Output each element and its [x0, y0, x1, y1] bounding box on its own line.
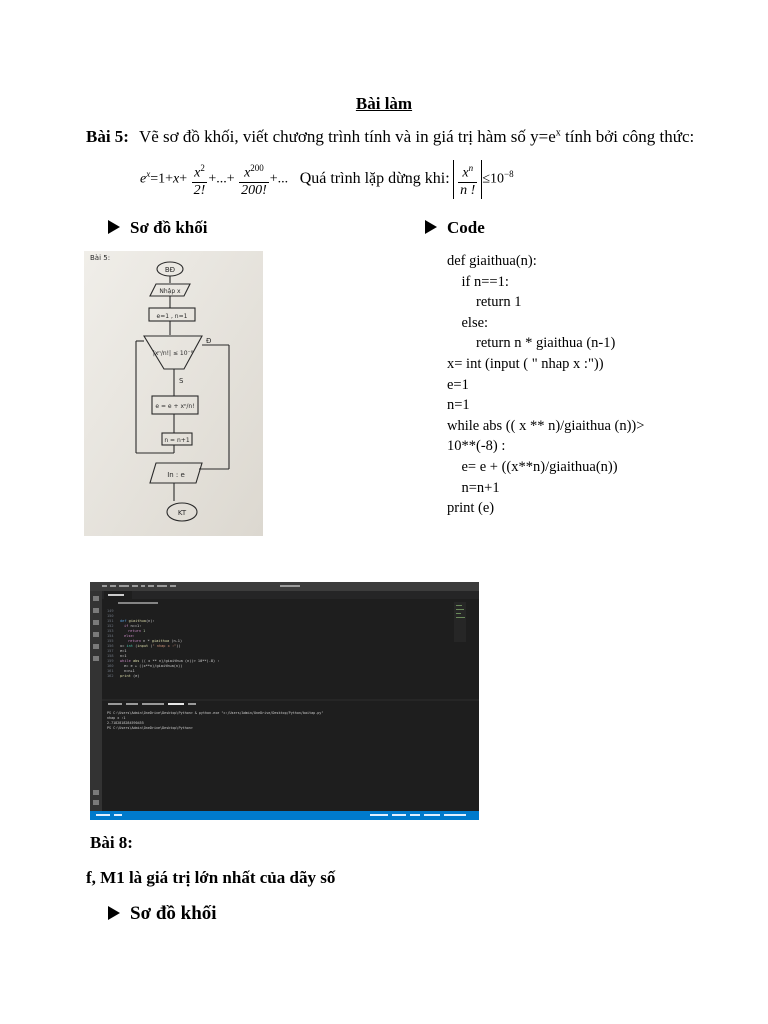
code-line: return n * giaithua (n-1): [447, 335, 616, 352]
svg-text:162: 162: [107, 674, 114, 678]
svg-text:155: 155: [107, 639, 114, 643]
formula-tail: +...: [269, 171, 289, 187]
code-line: e=1: [447, 376, 469, 393]
flowchart-drawing: [84, 251, 263, 536]
fc-init: e=1 , n=1: [156, 313, 188, 320]
bai5-statement: [86, 127, 694, 147]
fc-cond-right: Đ: [206, 337, 212, 345]
svg-text:160: 160: [107, 664, 114, 668]
svg-text:161: 161: [107, 669, 114, 673]
fraction-xn: [458, 160, 477, 199]
svg-text:nhap x :1: nhap x :1: [107, 716, 126, 720]
svg-text:2.7182818284590455: 2.7182818284590455: [107, 721, 144, 725]
arrow-bullet-icon: [425, 220, 437, 234]
formula-leq: ≤10: [482, 171, 505, 187]
formula-eq: =1+: [150, 171, 174, 187]
code-line: else:: [447, 314, 489, 331]
arrow-bullet-icon: [108, 906, 120, 920]
svg-text:152: 152: [107, 624, 114, 628]
flowchart-heading: [108, 218, 207, 238]
code-line: n=n+1: [447, 479, 500, 496]
formula-lhs-sup: x: [146, 168, 151, 179]
formula-mid: +...+: [208, 171, 235, 187]
svg-text:150: 150: [107, 614, 114, 618]
vscode-screenshot: [90, 582, 479, 820]
frac3-den: n !: [460, 182, 476, 198]
svg-text:e=1: e=1: [120, 649, 127, 653]
svg-text:PS C:\Users\Admin\OneDrive\Des: PS C:\Users\Admin\OneDrive\Desktop\Python>: [107, 726, 193, 730]
fc-page-label: Bài 5:: [90, 254, 111, 262]
svg-text:return n * giaithua (n-1): return n * giaithua (n-1): [128, 639, 183, 643]
code-line: while abs (( x ** n)/giaithua (n))>: [447, 417, 645, 434]
svg-text:return 1: return 1: [128, 629, 146, 633]
bai8-label: Bài 8:: [90, 833, 133, 852]
tab-bar: [102, 591, 479, 599]
fc-update-n: n = n+1: [164, 437, 190, 444]
bai5-task-prefix: Vẽ sơ đồ khối, viết chương trình tính và in giá trị hàm số y=e: [138, 127, 556, 146]
svg-text:156: 156: [107, 644, 114, 648]
bai5-label: Bài 5:: [86, 127, 129, 146]
svg-text:def giaithua(n):: def giaithua(n):: [120, 619, 155, 623]
code-line: e= e + ((x**n)/giaithua(n)): [447, 458, 618, 475]
bai8-flowchart-heading-text: Sơ đồ khối: [130, 903, 217, 924]
svg-text:PS C:\Users\Admin\OneDrive\Des: PS C:\Users\Admin\OneDrive\Desktop\Python> & python.exe "c:/Users/Admin/OneDrive/Desktop/Python/baitap.py": [107, 711, 324, 715]
code-line: if n==1:: [447, 273, 509, 290]
svg-text:e= e + ((x**n)/giaithua(n)): e= e + ((x**n)/giaithua(n)): [124, 664, 183, 668]
code-line: print (e): [447, 500, 495, 517]
svg-text:n=n+1: n=n+1: [124, 669, 135, 673]
svg-text:else:: else:: [124, 634, 135, 638]
fc-input: Nhập x: [159, 288, 181, 295]
code-block: [447, 251, 644, 519]
flowchart-heading-text: Sơ đồ khối: [130, 218, 208, 237]
frac3-num-sup: n: [468, 163, 474, 173]
code-heading: [425, 218, 485, 238]
arrow-bullet-icon: [108, 220, 120, 234]
abs-value-bars: [453, 160, 482, 199]
svg-text:158: 158: [107, 654, 114, 658]
page-title: Bài làm: [355, 94, 413, 113]
stop-condition-text: Quá trình lặp dừng khi:: [299, 169, 450, 187]
fc-start: BĐ: [164, 266, 176, 274]
svg-text:151: 151: [107, 619, 114, 623]
bai8-flowchart-heading: [108, 903, 217, 925]
svg-text:157: 157: [107, 649, 114, 653]
frac2-num-sup: 200: [250, 163, 264, 173]
code-heading-text: Code: [447, 218, 485, 237]
svg-text:159: 159: [107, 659, 114, 663]
svg-text:n=1: n=1: [120, 654, 127, 658]
code-line: return 1: [447, 294, 522, 311]
fc-end: KT: [177, 509, 187, 517]
fc-cond-bottom: S: [179, 377, 184, 385]
formula-x: x: [173, 171, 180, 187]
svg-text:153: 153: [107, 629, 114, 633]
svg-text:while abs (( x ** n)/giaithua: while abs (( x ** n)/giaithua (n))> 10**(-8) :: [120, 659, 220, 663]
fc-update-e: e = e + xⁿ/n!: [155, 403, 195, 410]
fc-condition: |xⁿ/n!| ≤ 10⁻⁸: [152, 350, 194, 357]
frac1-num: x: [194, 165, 201, 181]
code-line: n=1: [447, 397, 470, 414]
svg-text:if n==1:: if n==1:: [124, 624, 142, 628]
bai8-task: f, M1 là giá trị lớn nhất của dãy số: [86, 868, 336, 887]
svg-text:print (e): print (e): [120, 674, 140, 678]
fc-output: In : e: [167, 471, 185, 479]
frac1-num-sup: 2: [200, 163, 205, 173]
status-bar: [90, 811, 479, 820]
frac3-num: x: [462, 165, 469, 181]
vscode-drawing: [90, 582, 479, 820]
svg-text:x= int (input (" nhap x :")): x= int (input (" nhap x :")): [120, 644, 181, 648]
formula-plus: +: [179, 171, 188, 187]
frac2-den: 200!: [241, 182, 267, 198]
bai5-task-suffix: tính bởi công thức:: [560, 127, 695, 146]
exp-formula: [140, 160, 514, 204]
fraction-x200: [239, 160, 269, 199]
code-line: def giaithua(n):: [447, 253, 537, 269]
minimap: [454, 602, 466, 642]
flowchart-photo: [84, 251, 263, 536]
code-line: 10**(-8) :: [447, 438, 506, 455]
code-line: x= int (input ( " nhap x :")): [447, 355, 604, 372]
svg-text:149: 149: [107, 609, 114, 613]
bai5-task-sup: x: [555, 127, 561, 139]
formula-leq-sup: −8: [504, 168, 514, 179]
svg-text:154: 154: [107, 634, 114, 638]
fraction-x2: [192, 160, 208, 199]
frac2-num: x: [244, 165, 251, 181]
frac1-den: 2!: [193, 182, 206, 198]
formula-lhs: e: [140, 171, 147, 187]
